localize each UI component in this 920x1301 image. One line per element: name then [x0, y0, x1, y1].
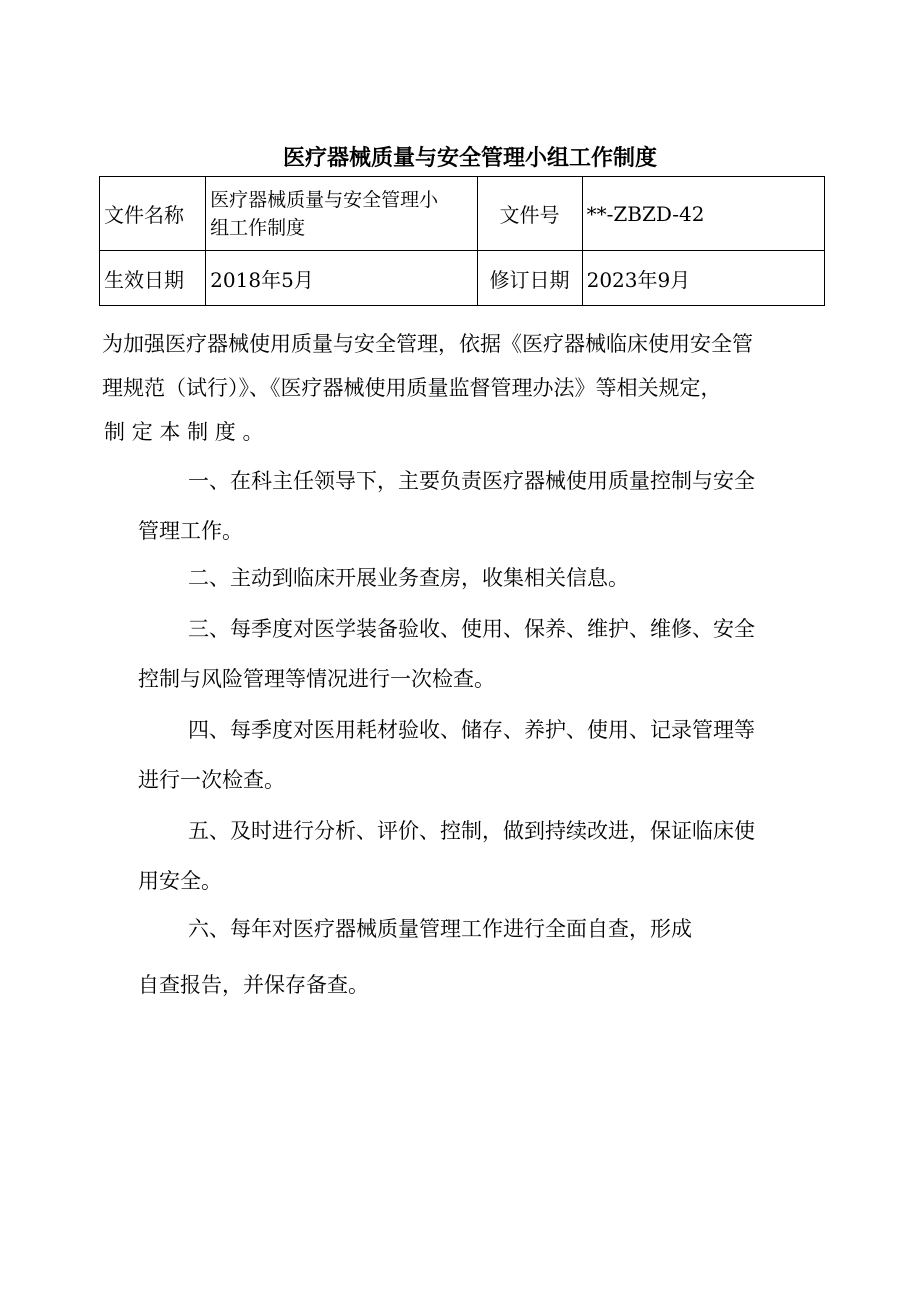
revision-date-label: 修订日期 — [477, 251, 582, 306]
list-item — [138, 456, 818, 556]
list-item-line: 一、在科主任领导下，主要负责医疗器械使用质量控制与安全 — [188, 469, 755, 493]
list-item — [138, 705, 818, 805]
intro-char: 定 — [131, 420, 153, 444]
list-item-line: 三、每季度对医学装备验收、使用、保养、维护、维修、安全 — [188, 617, 755, 641]
revision-date-value: 2023年9月 — [582, 251, 824, 306]
document-title: 医疗器械质量与安全管理小组工作制度 — [282, 146, 657, 171]
list-item-line: 自查报告，并保存备查。 — [138, 973, 369, 997]
file-name-value-line2: 组工作制度 — [210, 216, 306, 239]
list-item — [138, 904, 818, 954]
list-item-line: 进行一次检查。 — [138, 768, 285, 792]
file-name-value — [206, 177, 477, 251]
intro-char: 制 — [187, 420, 209, 444]
file-number-value: **-ZBZD-42 — [582, 177, 824, 251]
effective-date-label: 生效日期 — [100, 251, 206, 306]
intro-char: 制 — [104, 420, 125, 444]
list-item-line: 管理工作。 — [138, 519, 243, 543]
list-item-line: 五、及时进行分析、评价、控制，做到持续改进，保证临床使 — [188, 819, 755, 843]
intro-char: 本 — [159, 420, 181, 444]
intro-line: 理规范（试行）》、《医疗器械使用质量监督管理办法》等相关规定， — [102, 376, 722, 400]
list-item — [138, 806, 818, 906]
intro-line: 为加强医疗器械使用质量与安全管理，依据《医疗器械临床使用安全管 — [102, 332, 753, 356]
list-item — [138, 553, 818, 603]
file-name-label: 文件名称 — [100, 177, 206, 251]
list-item-line: 四、每季度对医用耗材验收、储存、养护、使用、记录管理等 — [188, 718, 755, 742]
intro-line-justified — [104, 410, 814, 454]
document-info-table — [99, 176, 825, 306]
file-name-value-line1: 医疗器械质量与安全管理小 — [210, 188, 439, 211]
file-number-label: 文件号 — [477, 177, 582, 251]
intro-char: 度 — [214, 420, 236, 444]
list-item-line: 六、每年对医疗器械质量管理工作进行全面自查，形成 — [188, 917, 692, 941]
effective-date-value: 2018年5月 — [206, 251, 477, 306]
list-item-line: 二、主动到临床开展业务查房，收集相关信息。 — [188, 566, 629, 590]
intro-char: 。 — [242, 420, 264, 444]
list-item-continuation — [138, 960, 818, 1010]
list-item-line: 用安全。 — [138, 869, 222, 893]
list-item — [138, 604, 818, 704]
intro-paragraph — [102, 322, 824, 454]
list-item-line: 控制与风险管理等情况进行一次检查。 — [138, 667, 495, 691]
